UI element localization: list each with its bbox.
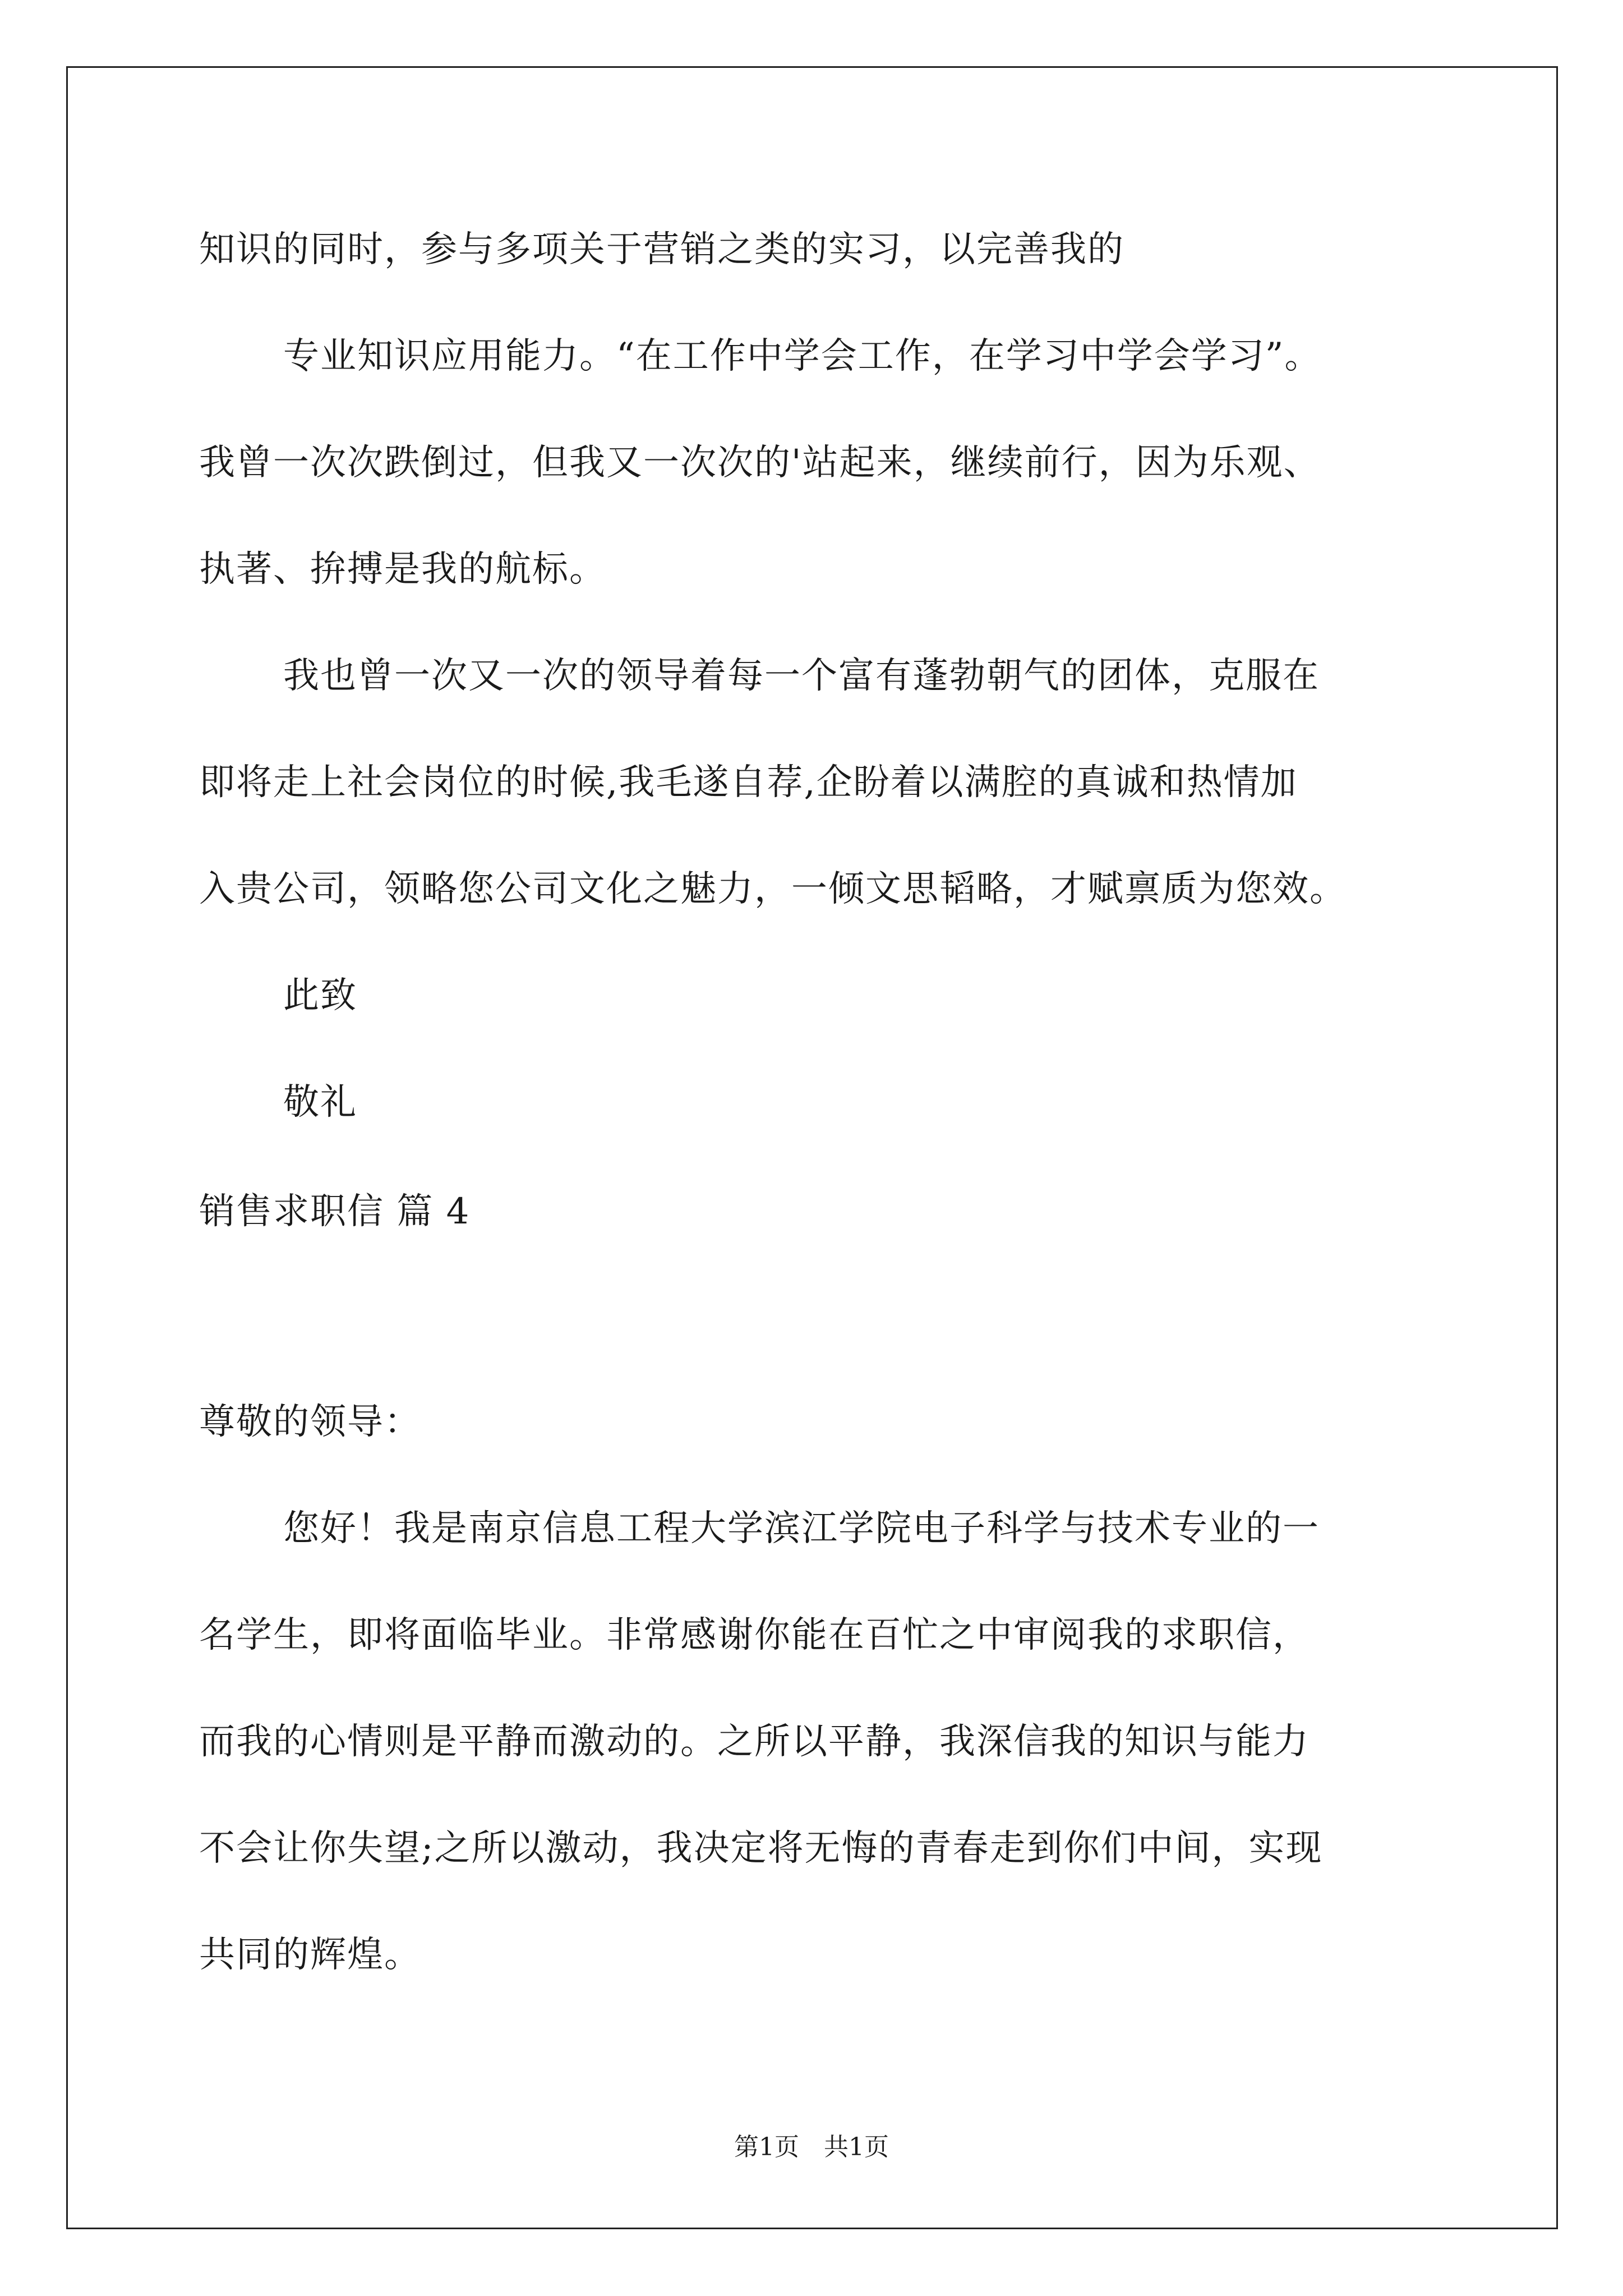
body-line: 不会让你失望;之所以激动，我决定将无悔的青春走到你们中间，实现	[199, 1828, 1323, 1869]
body-line: 我曾一次次跌倒过，但我又一次次的'站起来，继续前行，因为乐观、	[199, 442, 1321, 484]
letter-greeting: 尊敬的领导：	[199, 1401, 421, 1443]
closing-regards: 敬礼	[283, 1082, 357, 1123]
body-line: 即将走上社会岗位的时候,我毛遂自荐,企盼着以满腔的真诚和热情加	[199, 762, 1298, 803]
body-line: 入贵公司，领略您公司文化之魅力，一倾文思韬略，才赋禀质为您效。	[199, 868, 1347, 910]
body-line: 共同的辉煌。	[199, 1934, 421, 1976]
body-line: 执著、拚搏是我的航标。	[199, 549, 606, 590]
body-line: 而我的心情则是平静而激动的。之所以平静，我深信我的知识与能力	[199, 1721, 1310, 1763]
body-line: 您好！我是南京信息工程大学滨江学院电子科学与技术专业的一	[283, 1508, 1320, 1549]
section-heading: 销售求职信 篇 4	[199, 1191, 471, 1232]
body-line: 名学生，即将面临毕业。非常感谢你能在百忙之中审阅我的求职信，	[199, 1614, 1310, 1656]
body-line: 知识的同时，参与多项关于营销之类的实习，以完善我的	[199, 229, 1124, 270]
closing-salutation: 此致	[283, 975, 357, 1016]
page-border	[66, 66, 1558, 2229]
page-number-footer: 第1页 共1页	[734, 2133, 889, 2161]
body-line: 专业知识应用能力。“在工作中学会工作，在学习中学会学习”。	[283, 335, 1322, 377]
body-line: 我也曾一次又一次的领导着每一个富有蓬勃朝气的团体，克服在	[283, 655, 1320, 697]
